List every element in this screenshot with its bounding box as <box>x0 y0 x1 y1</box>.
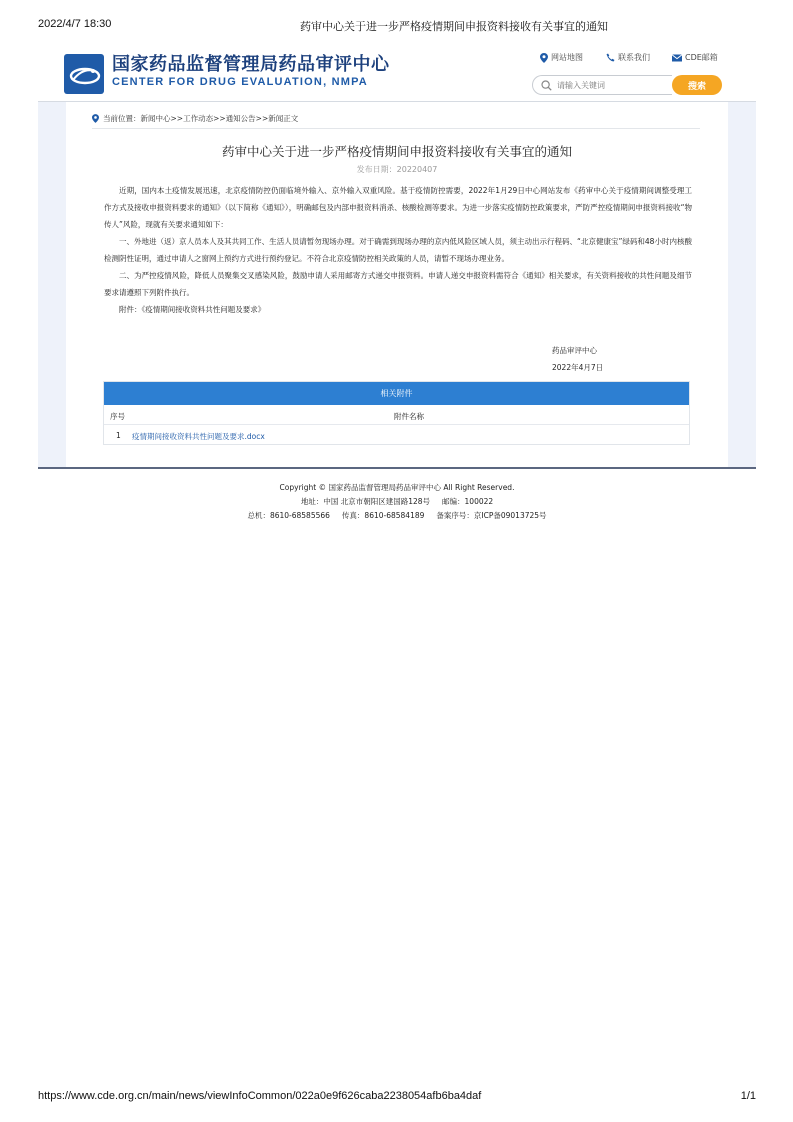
footer-postcode: 邮编：100022 <box>442 497 494 506</box>
publish-date-label: 发布日期： <box>356 165 397 174</box>
phone-icon <box>606 53 615 62</box>
location-pin-icon <box>92 114 99 123</box>
print-page-title: 药审中心关于进一步严格疫情期间申报资料接收有关事宜的通知 <box>300 21 608 33</box>
print-url: https://www.cde.org.cn/main/news/viewInfoCommon/022a0e9f626caba2238054afb6ba4daf <box>38 1090 482 1102</box>
footer-fax: 传真：8610-68584189 <box>341 511 425 520</box>
cde-logo-icon[interactable] <box>64 54 104 94</box>
site-footer <box>38 481 756 523</box>
content-bottom-border <box>38 467 756 469</box>
article-title: 药审中心关于进一步严格疫情期间申报资料接收有关事宜的通知 <box>221 144 572 159</box>
search-box <box>532 75 672 95</box>
breadcrumb <box>92 112 298 124</box>
attachments-column-headers <box>104 405 689 425</box>
footer-contact-line <box>38 509 756 523</box>
table-row <box>104 425 689 445</box>
sitemap-link-label: 网站地图 <box>551 53 583 62</box>
breadcrumb-news-center[interactable]: 新闻中心 <box>140 113 171 123</box>
breadcrumb-divider <box>92 128 700 129</box>
print-page-number: 1/1 <box>740 1090 756 1102</box>
footer-icp-link[interactable]: 备案序号：京ICP备09013725号 <box>436 511 547 520</box>
content-panel <box>66 102 728 468</box>
map-pin-icon <box>540 53 548 63</box>
search-button[interactable]: 搜索 <box>672 75 722 95</box>
cde-mail-link[interactable] <box>672 52 718 63</box>
brand-name-cn[interactable]: 国家药品监督管理局药品审评中心 <box>112 54 390 75</box>
cde-mail-link-label: CDE邮箱 <box>685 53 718 62</box>
signature-date: 2022年4月7日 <box>552 363 604 372</box>
brand-name-en: CENTER FOR DRUG EVALUATION, NMPA <box>112 76 368 88</box>
sitemap-link[interactable] <box>540 52 583 63</box>
footer-copyright: Copyright © 国家药品监督管理局药品审评中心 All Right Reserved. <box>279 483 515 492</box>
breadcrumb-prefix: 当前位置： <box>103 113 141 123</box>
print-timestamp: 2022/4/7 18:30 <box>38 18 112 30</box>
article-body <box>104 182 692 318</box>
article-attachment-note: 附件：《疫情期间接收资料共性问题及要求》 <box>119 305 266 314</box>
column-header-no: 序号 <box>110 412 125 421</box>
footer-address: 地址：中国 北京市朝阳区建国路128号 <box>300 497 431 506</box>
attachments-header: 相关附件 <box>104 382 689 405</box>
search-input[interactable] <box>557 78 667 93</box>
contact-link-label: 联系我们 <box>618 53 650 62</box>
attachment-download-link[interactable]: 疫情期间接收资料共性问题及要求.docx <box>132 432 265 441</box>
footer-phone: 总机：8610-68585566 <box>247 511 330 520</box>
mail-icon <box>672 54 682 62</box>
breadcrumb-notices[interactable]: >>通知公告 <box>213 113 256 123</box>
article-paragraph: 一、外地进（返）京人员本人及其共同工作、生活人员请暂勿现场办理。对于确需到现场办理的京内低风险区域人员，须主动出示行程码、“北京健康宝”绿码和48小时内核酸检测阴性证明，通过申请人之窗网上预约方式进行预约登记。不符合北京疫情防控相关政策的人员，请暂不现场办理业务。 <box>104 237 692 263</box>
attachment-row-no: 1 <box>116 431 121 440</box>
breadcrumb-work-updates[interactable]: >>工作动态 <box>170 113 214 123</box>
article-paragraph: 近期，国内本土疫情发展迅速，北京疫情防控仍面临境外输入、京外输入双重风险。基于疫情防控需要，2022年1月29日中心网站发布《药审中心关于疫情期间调整受理工作方式及接收申报资料要求的通知》（以下简称《通知》），明确邮包及内部申报资料消杀、核酸检测等要求。为进一步落实疫情防控政策要求，严防严控疫情期间申报资料接收“物传人”风险，现就有关要求通知如下： <box>104 186 692 229</box>
signature-org: 药品审评中心 <box>552 346 597 355</box>
attachments-table <box>103 381 690 445</box>
breadcrumb-current: >>新闻正文 <box>255 113 299 123</box>
print-footer <box>38 1090 756 1104</box>
print-header <box>38 18 756 32</box>
publish-date-value: 20220407 <box>396 165 438 174</box>
contact-link[interactable] <box>606 52 650 63</box>
article-paragraph: 二、为严控疫情风险，降低人员聚集交叉感染风险，鼓励申请人采用邮寄方式递交申报资料。申请人递交申报资料需符合《通知》相关要求，有关资料接收的共性问题及细节要求请遵照下列附件执行。 <box>104 271 692 297</box>
publish-date <box>66 164 728 175</box>
column-header-name: 附件名称 <box>394 412 424 421</box>
footer-address-line <box>38 495 756 509</box>
search-icon <box>541 80 552 91</box>
site-header <box>38 44 756 102</box>
